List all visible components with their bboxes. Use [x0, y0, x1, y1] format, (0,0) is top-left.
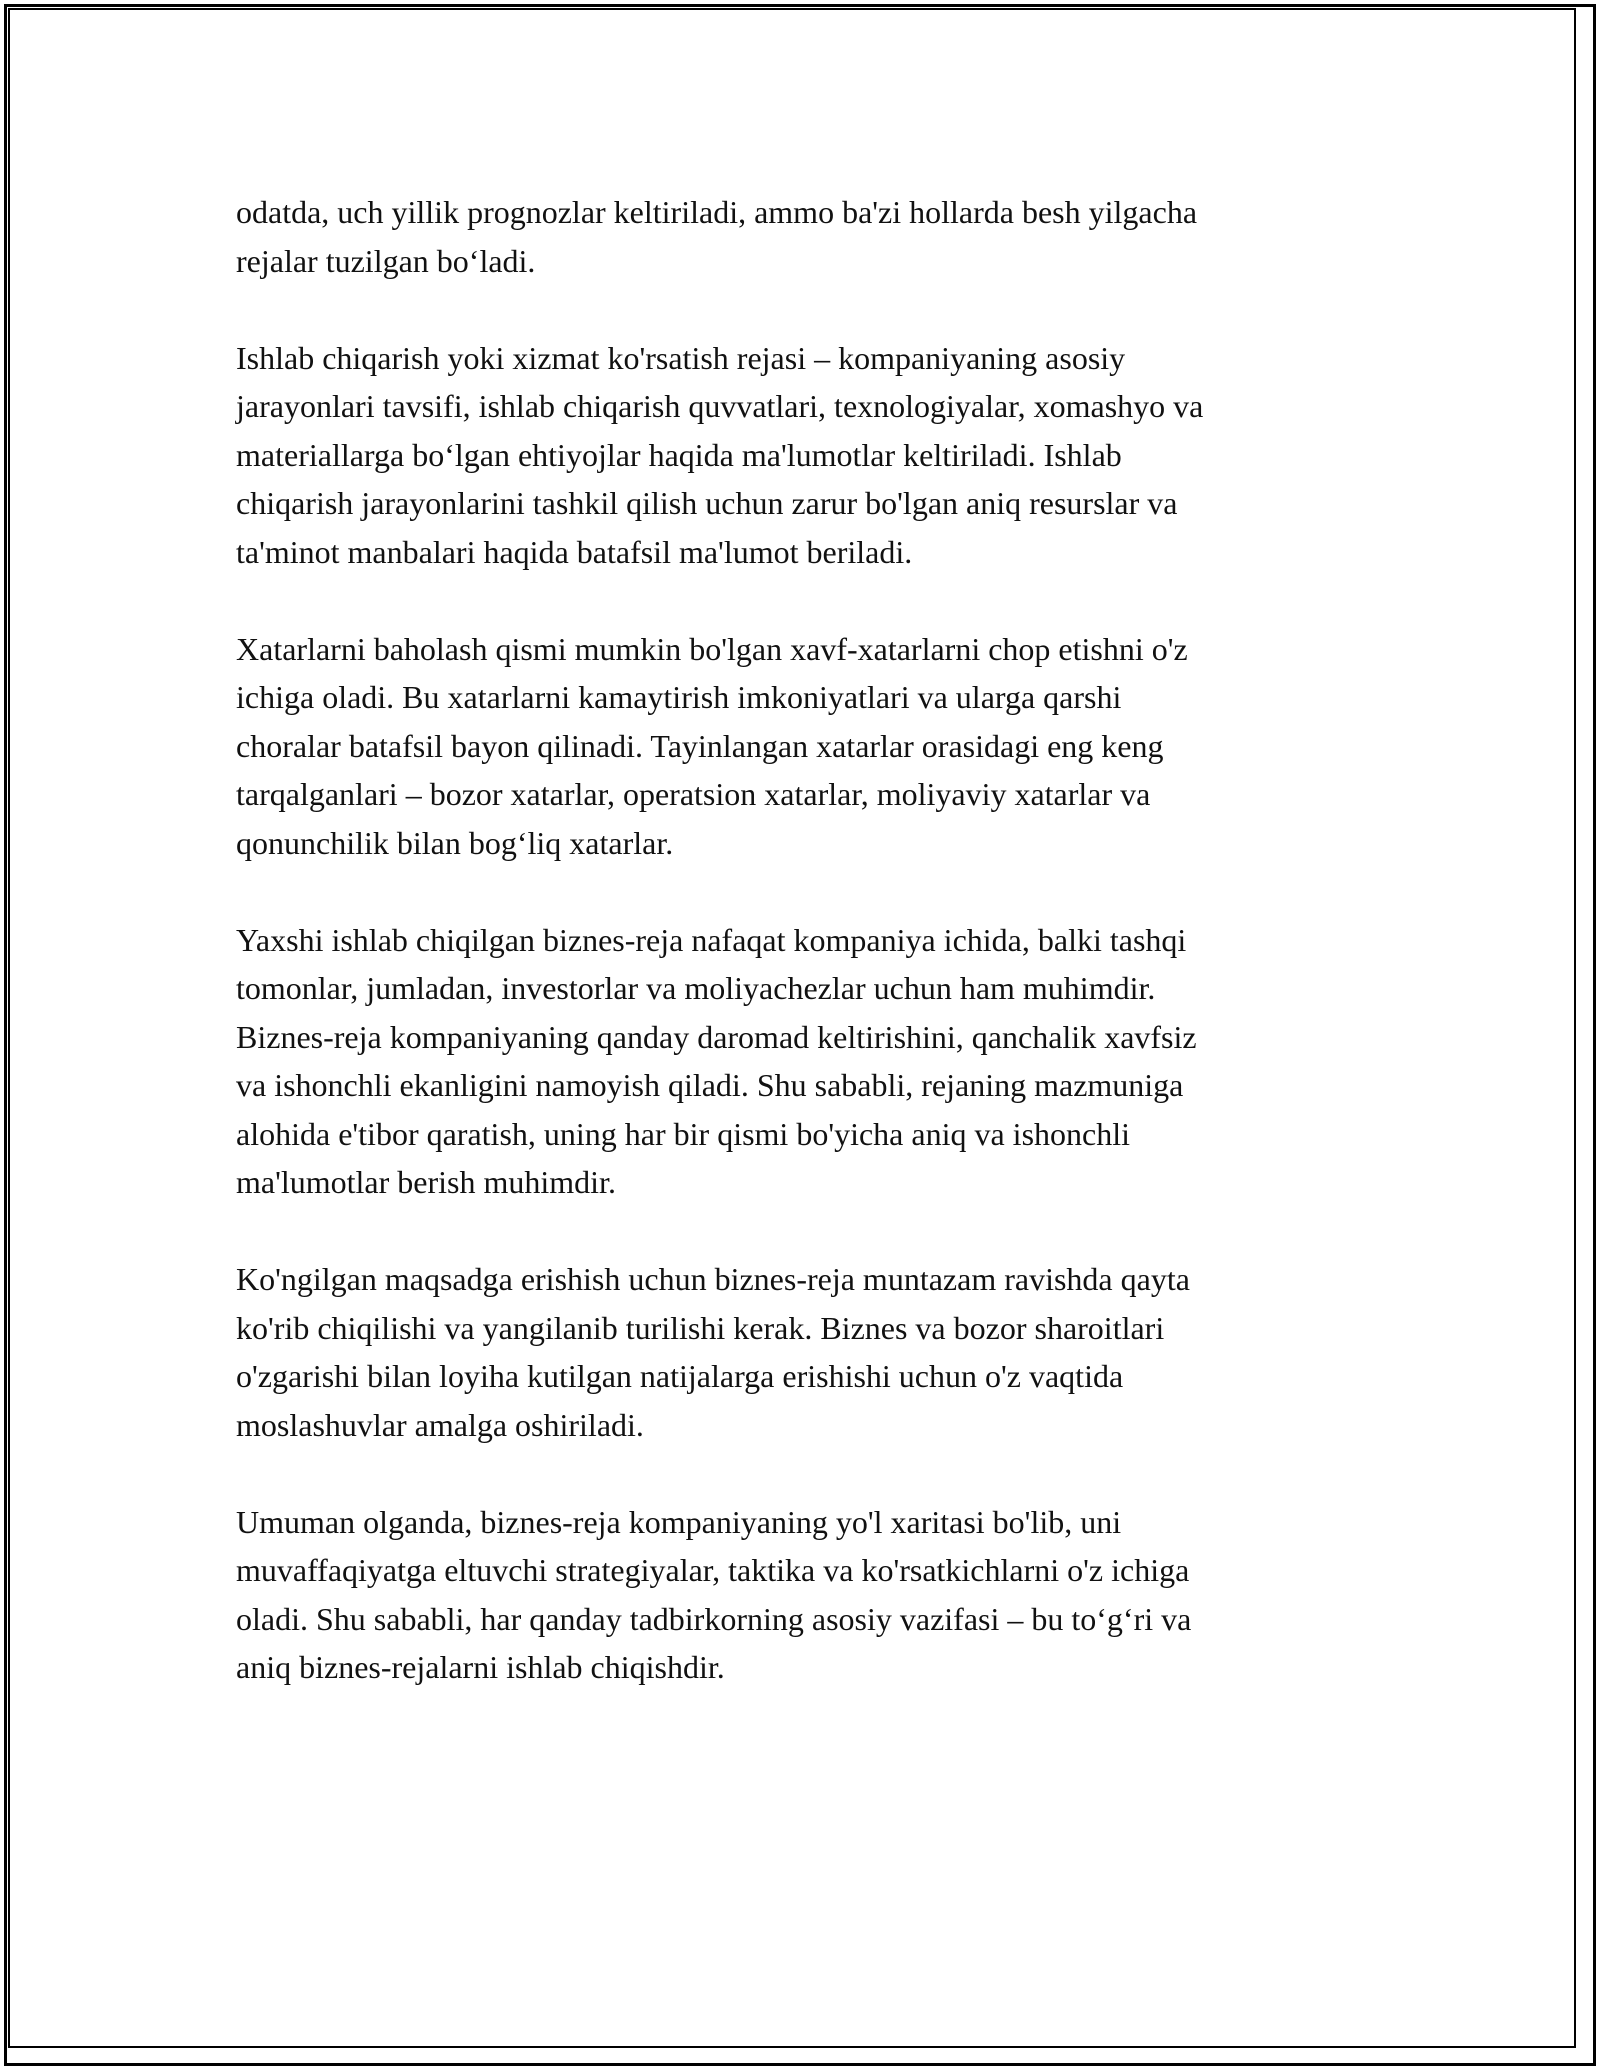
text-line: aniq biznes-rejalarni ishlab chiqishdir.: [236, 1649, 725, 1685]
text-line: Biznes-reja kompaniyaning qanday daromad keltirishini, qanchalik xavfsiz: [236, 1018, 1197, 1055]
paragraph-conclusion: [236, 1498, 1366, 1692]
text-line: tomonlar, jumladan, investorlar va moliyachezlar uchun ham muhimdir.: [236, 970, 1156, 1006]
text-line: tarqalganlari – bozor xatarlar, operatsion xatarlar, moliyaviy xatarlar va: [236, 776, 1151, 812]
text-line: Xatarlarni baholash qismi mumkin bo'lgan xavf-xatarlarni chop etishni o'z: [236, 630, 1188, 667]
text-line: qonunchilik bilan bog‘liq xatarlar.: [236, 824, 674, 861]
text-line: ichiga oladi. Bu xatarlarni kamaytirish imkoniyatlari va ularga qarshi: [236, 679, 1122, 715]
text-line: jarayonlari tavsifi, ishlab chiqarish quvvatlari, texnologiyalar, xomashyo va: [236, 388, 1204, 424]
text-line: ma'lumotlar berish muhimdir.: [236, 1164, 616, 1200]
text-line: muvaffaqiyatga eltuvchi strategiyalar, taktika va ko'rsatkichlarni o'z ichiga: [236, 1552, 1190, 1588]
text-line: Ishlab chiqarish yoki xizmat ko'rsatish rejasi – kompaniyaning asosiy: [236, 339, 1126, 376]
text-line: odatda, uch yillik prognozlar keltiriladi, ammo ba'zi hollarda besh yilgacha: [236, 194, 1198, 230]
paragraph-updates: [236, 1255, 1366, 1449]
text-line: o'zgarishi bilan loyiha kutilgan natijalarga erishishi uchun o'z vaqtida: [236, 1358, 1124, 1394]
text-line: Ko'ngilgan maqsadga erishish uchun biznes-reja muntazam ravishda qayta: [236, 1261, 1190, 1297]
document-body: [236, 188, 1366, 1740]
text-line: moslashuvlar amalga oshiriladi.: [236, 1406, 644, 1443]
paragraph-importance: [236, 916, 1366, 1207]
text-line: ko'rib chiqilishi va yangilanib turilishi kerak. Biznes va bozor sharoitlari: [236, 1309, 1165, 1346]
text-line: alohida e'tibor qaratish, uning har bir qismi bo'yicha aniq va ishonchli: [236, 1115, 1130, 1152]
paragraph-risk-assessment: [236, 625, 1366, 868]
text-line: chiqarish jarayonlarini tashkil qilish uchun zarur bo'lgan aniq resurslar va: [236, 485, 1178, 521]
text-line: rejalar tuzilgan bo‘ladi.: [236, 242, 536, 279]
paragraph-forecasts: [236, 188, 1366, 285]
text-line: oladi. Shu sababli, har qanday tadbirkorning asosiy vazifasi – bu to‘g‘ri va: [236, 1600, 1192, 1637]
text-line: va ishonchli ekanligini namoyish qiladi. Shu sababli, rejaning mazmuniga: [236, 1067, 1184, 1103]
text-line: ta'minot manbalari haqida batafsil ma'lumot beriladi.: [236, 533, 913, 570]
text-line: materiallarga bo‘lgan ehtiyojlar haqida ma'lumotlar keltiriladi. Ishlab: [236, 436, 1122, 473]
text-line: Yaxshi ishlab chiqilgan biznes-reja nafaqat kompaniya ichida, balki tashqi: [236, 921, 1187, 958]
text-line: Umuman olganda, biznes-reja kompaniyaning yo'l xaritasi bo'lib, uni: [236, 1503, 1122, 1540]
paragraph-production-plan: [236, 334, 1366, 577]
text-line: choralar batafsil bayon qilinadi. Tayinlangan xatarlar orasidagi eng keng: [236, 727, 1164, 764]
